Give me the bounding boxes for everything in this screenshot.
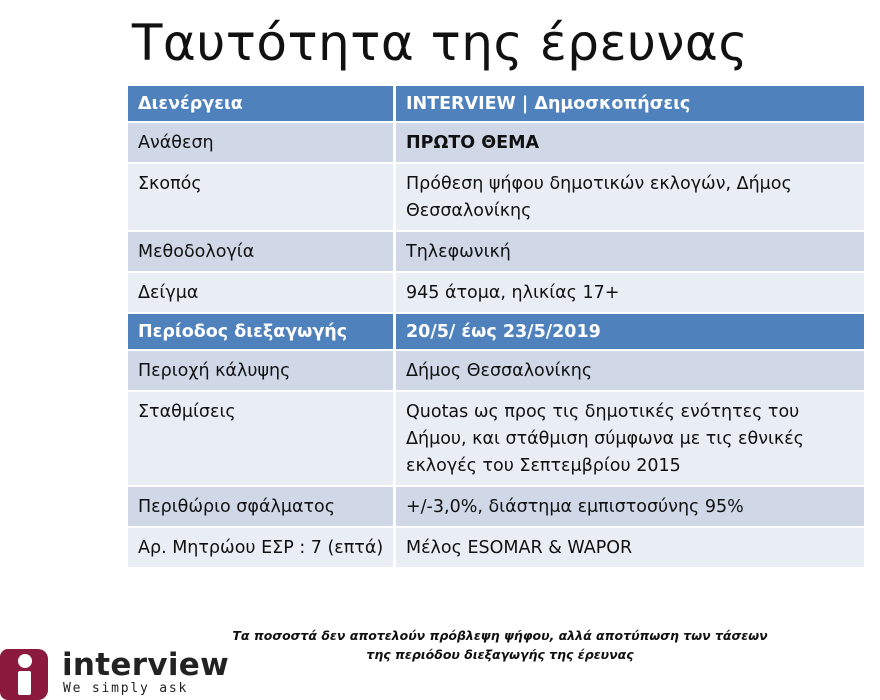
row-label: Ανάθεση [128, 123, 396, 164]
row-label: Σκοπός [128, 164, 396, 232]
table-row [128, 164, 864, 232]
row-value: 20/5/ έως 23/5/2019 [396, 314, 864, 351]
row-value: Μέλος ESOMAR & WAPOR [396, 528, 864, 569]
logo-tagline: We simply ask [63, 681, 189, 696]
row-value: 945 άτομα, ηλικίας 17+ [396, 273, 864, 314]
footnote-line-2: της περιόδου διεξαγωγής της έρευνας [366, 647, 634, 662]
page-title: Ταυτότητα της έρευνας [131, 14, 749, 72]
survey-spec-table [128, 86, 864, 569]
row-label: Περίοδος διεξαγωγής [128, 314, 396, 351]
table-row [128, 232, 864, 273]
logo-name: interview [62, 647, 230, 683]
table-row [128, 528, 864, 569]
info-i-icon [0, 649, 48, 700]
row-value: +/-3,0%, διάστημα εμπιστοσύνης 95% [396, 487, 864, 528]
row-value: Πρόθεση ψήφου δημοτικών εκλογών, Δήμος Θεσσαλονίκης [396, 164, 864, 232]
table-row [128, 351, 864, 392]
table-row [128, 86, 864, 123]
row-value: Δήμος Θεσσαλονίκης [396, 351, 864, 392]
table-row [128, 314, 864, 351]
row-label: Σταθμίσεις [128, 392, 396, 487]
row-label: Μεθοδολογία [128, 232, 396, 273]
interview-logo [0, 647, 230, 700]
table-row [128, 392, 864, 487]
footnote-line-1: Τα ποσοστά δεν αποτελούν πρόβλεψη ψήφου, αλλά αποτύπωση των τάσεων [232, 628, 768, 643]
table-row [128, 273, 864, 314]
row-value: INTERVIEW | Δημοσκοπήσεις [396, 86, 864, 123]
row-value: Τηλεφωνική [396, 232, 864, 273]
table-row [128, 487, 864, 528]
row-value: ΠΡΩΤΟ ΘΕΜΑ [396, 123, 864, 164]
row-label: Περιοχή κάλυψης [128, 351, 396, 392]
row-value: Quotas ως προς τις δημοτικές ενότητες του Δήμου, και στάθμιση σύμφωνα με τις εθνικές εκλογές του Σεπτεμβρίου 2015 [396, 392, 864, 487]
row-label: Δείγμα [128, 273, 396, 314]
disclaimer-footnote [210, 626, 790, 664]
table-row [128, 123, 864, 164]
row-label: Αρ. Μητρώου ΕΣΡ : 7 (επτά) [128, 528, 396, 569]
row-label: Περιθώριο σφάλματος [128, 487, 396, 528]
row-label: Διενέργεια [128, 86, 396, 123]
